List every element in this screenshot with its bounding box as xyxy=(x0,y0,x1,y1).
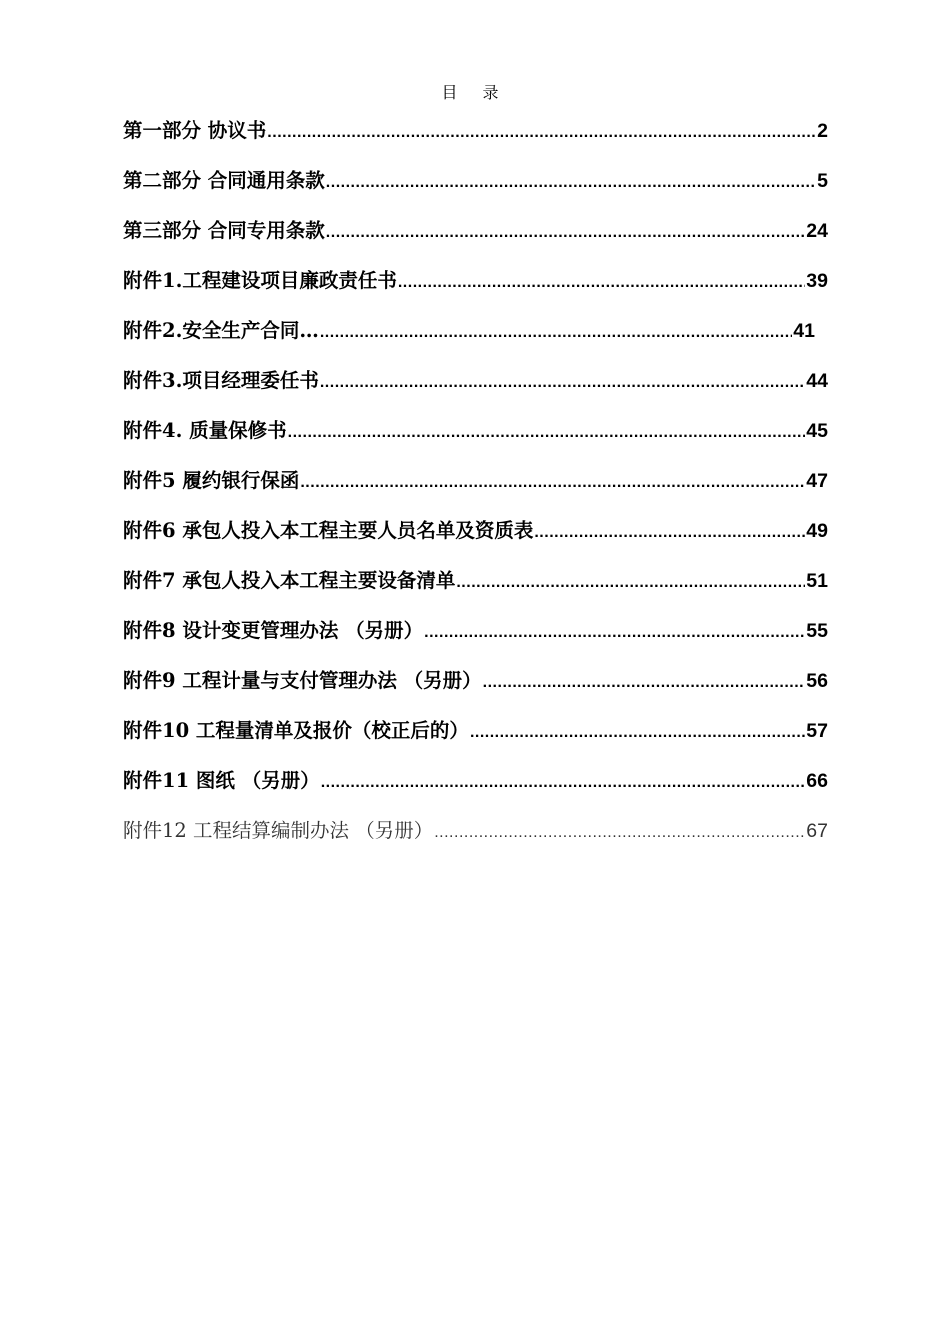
toc-entry-title: 附件1.工程建设项目廉政责任书 xyxy=(123,269,397,292)
toc-entry[interactable] xyxy=(123,714,828,764)
toc-entry-title: 第三部分 合同专用条款 xyxy=(123,219,325,242)
toc-entry[interactable] xyxy=(123,464,828,514)
dot-leader xyxy=(398,266,805,300)
toc-entry-title: 附件8 设计变更管理办法 （另册） xyxy=(123,619,424,642)
table-of-contents xyxy=(123,114,828,864)
toc-entry-title: 第一部分 协议书 xyxy=(123,119,267,142)
toc-entry[interactable] xyxy=(123,114,828,164)
toc-entry[interactable] xyxy=(123,314,815,364)
dot-leader xyxy=(424,616,805,650)
toc-entry-title: 附件3.项目经理委任书 xyxy=(123,369,319,392)
toc-entry-title: 附件9 工程计量与支付管理办法 （另册） xyxy=(123,669,482,692)
toc-entry-page-number: 55 xyxy=(806,620,828,642)
toc-entry-title: 附件12 工程结算编制办法 （另册） xyxy=(123,819,434,842)
dot-leader xyxy=(267,116,816,150)
toc-entry-title: 附件6 承包人投入本工程主要人员名单及资质表 xyxy=(123,519,534,542)
toc-entry-title: 附件11 图纸 （另册） xyxy=(123,769,320,792)
toc-entry-page-number: 66 xyxy=(806,770,828,792)
toc-entry-page-number: 56 xyxy=(806,670,828,692)
toc-entry-title: 附件5 履约银行保函 xyxy=(123,469,300,492)
toc-entry[interactable] xyxy=(123,614,828,664)
toc-entry-page-number: 41 xyxy=(793,320,815,342)
toc-entry[interactable] xyxy=(123,514,828,564)
toc-entry-page-number: 2 xyxy=(817,120,828,142)
toc-entry-page-number: 39 xyxy=(806,270,828,292)
toc-entry-title: 附件4. 质量保修书 xyxy=(123,419,287,442)
dot-leader xyxy=(326,216,806,250)
dot-leader xyxy=(483,666,806,700)
toc-entry-title: 附件7 承包人投入本工程主要设备清单 xyxy=(123,569,456,592)
dot-leader xyxy=(456,566,805,600)
dot-leader xyxy=(320,316,792,350)
dot-leader xyxy=(288,416,806,450)
dot-leader xyxy=(434,816,805,850)
dot-leader xyxy=(321,766,806,800)
dot-leader xyxy=(534,516,805,550)
toc-entry[interactable] xyxy=(123,414,828,464)
dot-leader xyxy=(326,166,816,200)
toc-entry-title: 附件2.安全生产合同… xyxy=(123,319,319,342)
toc-entry[interactable] xyxy=(123,764,828,814)
toc-title: 目 录 xyxy=(441,83,509,102)
toc-entry-page-number: 47 xyxy=(806,470,828,492)
dot-leader xyxy=(300,466,805,500)
toc-entry-title: 第二部分 合同通用条款 xyxy=(123,169,325,192)
toc-entry[interactable] xyxy=(123,814,828,864)
toc-entry[interactable] xyxy=(123,264,828,314)
toc-entry-page-number: 24 xyxy=(806,220,828,242)
dot-leader xyxy=(470,716,805,750)
toc-entry[interactable] xyxy=(123,564,828,614)
toc-entry-page-number: 44 xyxy=(806,370,828,392)
toc-entry-page-number: 45 xyxy=(806,420,828,442)
toc-entry-page-number: 49 xyxy=(806,520,828,542)
toc-entry-page-number: 51 xyxy=(806,570,828,592)
toc-entry-title: 附件10 工程量清单及报价（校正后的） xyxy=(123,719,469,742)
toc-entry-page-number: 5 xyxy=(817,170,828,192)
toc-entry-page-number: 67 xyxy=(806,820,828,842)
toc-entry-page-number: 57 xyxy=(806,720,828,742)
toc-entry[interactable] xyxy=(123,164,828,214)
toc-entry[interactable] xyxy=(123,214,828,264)
toc-entry[interactable] xyxy=(123,364,828,414)
toc-entry[interactable] xyxy=(123,664,828,714)
dot-leader xyxy=(320,366,805,400)
